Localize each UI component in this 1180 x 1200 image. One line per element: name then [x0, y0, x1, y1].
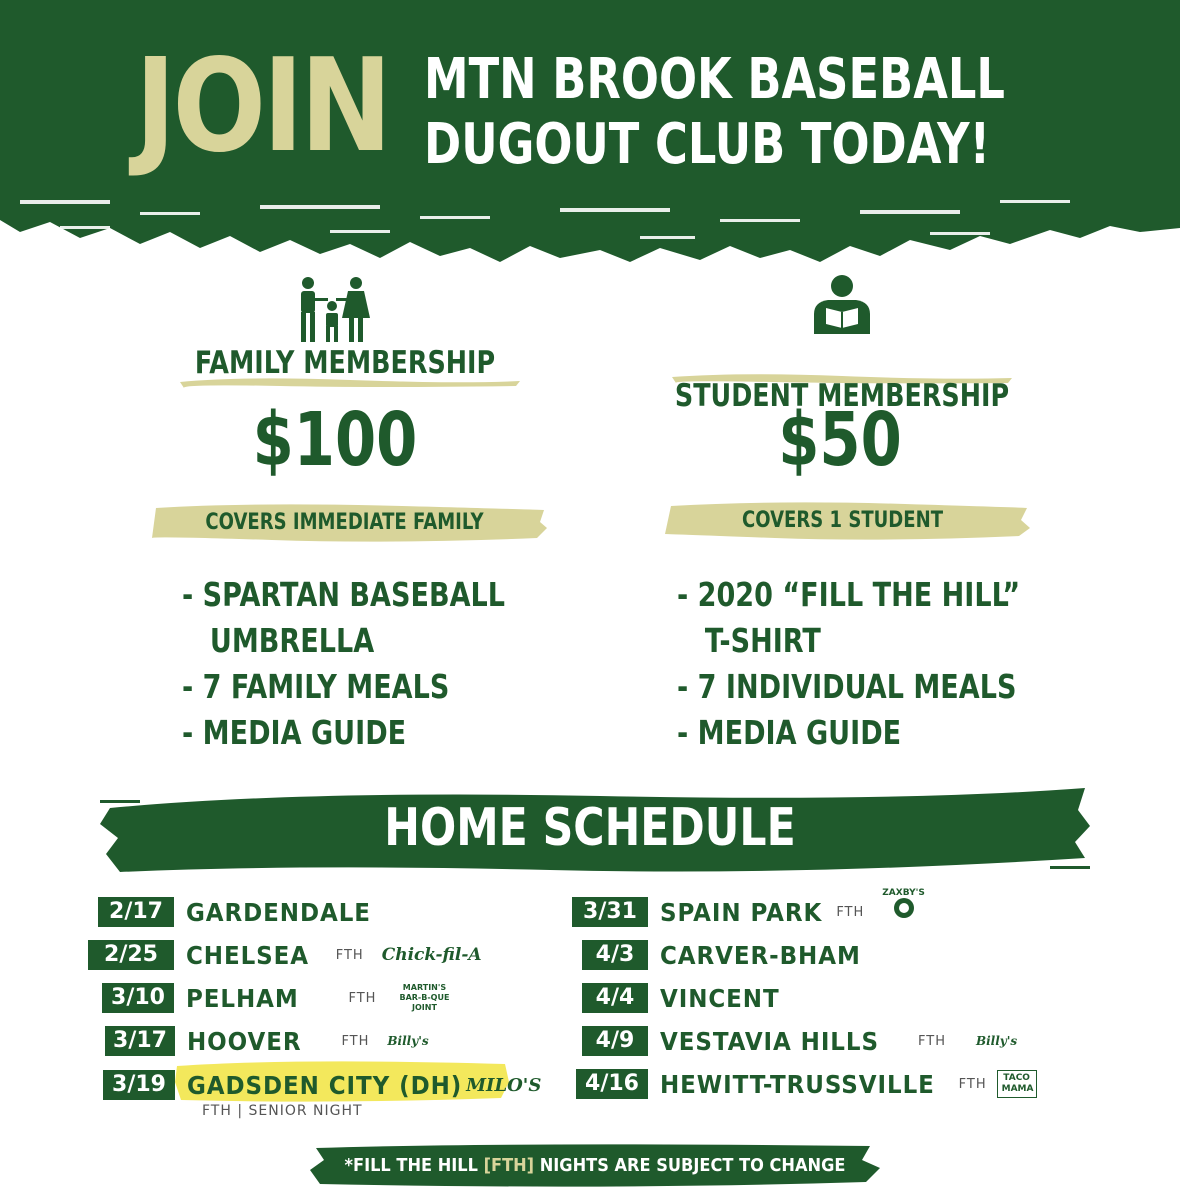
schedule-row — [582, 1026, 1017, 1056]
schedule-row — [576, 1069, 1037, 1099]
billys-logo: Billy's — [975, 1034, 1018, 1048]
benefit-item: - MEDIA GUIDE — [182, 713, 407, 752]
disclaimer-suffix: NIGHTS ARE SUBJECT TO CHANGE — [534, 1155, 846, 1176]
schedule-row — [102, 983, 454, 1013]
join-heading: JOIN — [135, 32, 389, 181]
game-date: 2/25 — [88, 940, 174, 970]
fth-tag: FTH — [958, 1076, 987, 1092]
opponent-name: GADSDEN CITY (DH) — [187, 1070, 463, 1100]
benefit-item: - 7 FAMILY MEALS — [182, 667, 450, 706]
schedule-row — [98, 897, 387, 927]
opponent-name: CHELSEA — [186, 940, 310, 970]
header-line-2: DUGOUT CLUB TODAY! — [424, 112, 990, 177]
student-price: $50 — [778, 397, 902, 483]
opponent-name: VINCENT — [660, 983, 780, 1013]
fth-tag: FTH — [341, 1033, 370, 1049]
schedule-row — [88, 940, 482, 970]
opponent-name: PELHAM — [186, 983, 299, 1013]
game-date: 3/17 — [105, 1026, 175, 1056]
disclaimer-fth: [FTH] — [483, 1155, 535, 1176]
martins-bbq-logo: MARTIN'S BAR-B-QUE JOINT — [399, 983, 450, 1012]
fill-the-hill-disclaimer — [339, 1152, 852, 1180]
family-membership-title: FAMILY MEMBERSHIP — [194, 345, 496, 381]
opponent-name: GARDENDALE — [186, 897, 371, 927]
taco-mama-logo: TACO MAMA — [997, 1070, 1037, 1098]
game-date: 4/16 — [576, 1069, 648, 1099]
game-date: 3/10 — [102, 983, 174, 1013]
fth-tag: FTH — [836, 904, 865, 920]
family-benefits-list — [182, 572, 505, 756]
family-icon — [292, 276, 374, 344]
benefit-item: - 7 INDIVIDUAL MEALS — [677, 667, 1017, 706]
chicken-icon — [894, 898, 914, 918]
opponent-name: SPAIN PARK — [660, 897, 823, 927]
game-date: 3/19 — [103, 1070, 175, 1100]
schedule-row — [572, 888, 925, 927]
opponent-name: VESTAVIA HILLS — [660, 1026, 879, 1056]
family-price: $100 — [252, 397, 418, 483]
student-covers-label: COVERS 1 STUDENT — [741, 508, 944, 533]
game-date: 4/3 — [582, 940, 648, 970]
disclaimer-prefix: *FILL THE HILL — [344, 1155, 484, 1176]
milos-logo: MILO'S — [466, 1074, 542, 1096]
chick-fil-a-logo: Chick-fil-A — [381, 945, 482, 965]
fth-tag: FTH — [918, 1033, 946, 1049]
student-reading-icon — [806, 274, 878, 336]
schedule-row — [582, 983, 790, 1013]
zaxbys-logo: ZAXBY'S — [882, 888, 925, 918]
benefit-item: T-SHIRT — [704, 621, 821, 660]
header-line-1: MTN BROOK BASEBALL — [424, 47, 1005, 112]
student-benefits-list — [677, 572, 1020, 756]
benefit-item: UMBRELLA — [209, 621, 375, 660]
opponent-name: HEWITT-TRUSSVILLE — [660, 1069, 935, 1099]
schedule-row — [103, 1070, 541, 1100]
benefit-item: - MEDIA GUIDE — [677, 713, 902, 752]
fth-tag: FTH — [335, 947, 364, 963]
home-schedule-title: HOME SCHEDULE — [384, 798, 796, 858]
fth-tag: FTH — [348, 990, 377, 1006]
game-date: 3/31 — [572, 897, 648, 927]
benefit-item: - 2020 “FILL THE HILL” — [677, 575, 1021, 614]
game-date: 2/17 — [98, 897, 174, 927]
schedule-row — [582, 940, 878, 970]
game-date: 4/4 — [582, 983, 648, 1013]
opponent-name: HOOVER — [187, 1026, 302, 1056]
game-date: 4/9 — [582, 1026, 648, 1056]
student-membership-title: STUDENT MEMBERSHIP — [674, 378, 1010, 414]
senior-night-note: FTH | SENIOR NIGHT — [202, 1103, 363, 1119]
benefit-item: - SPARTAN BASEBALL — [182, 575, 506, 614]
family-covers-label: COVERS IMMEDIATE FAMILY — [205, 510, 484, 535]
opponent-name: CARVER-BHAM — [660, 940, 861, 970]
schedule-row — [105, 1026, 429, 1056]
billys-logo: Billy's — [387, 1034, 429, 1048]
